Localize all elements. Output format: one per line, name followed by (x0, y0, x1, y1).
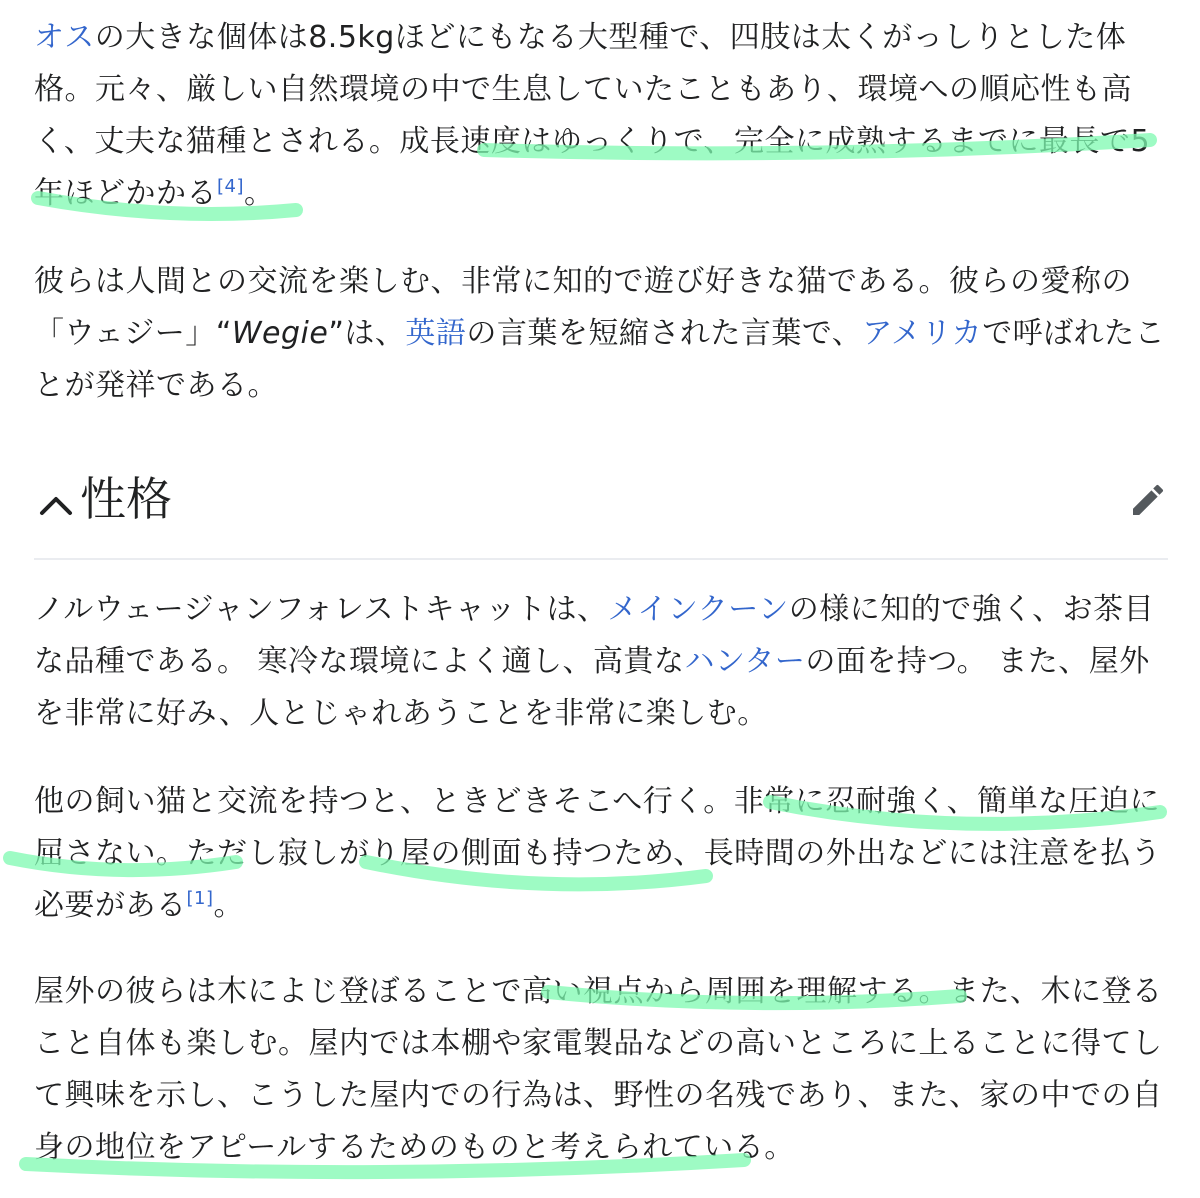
section-heading-personality[interactable] (34, 464, 1168, 560)
link-hunter[interactable]: ハンター (684, 644, 806, 679)
link-osu[interactable]: オス (34, 20, 95, 55)
pencil-icon[interactable] (1128, 480, 1168, 520)
link-america[interactable]: アメリカ (862, 316, 983, 351)
paragraph-text: ノルウェージャンフォレストキャットは、 (34, 592, 608, 627)
paragraph-physique (34, 12, 1174, 220)
paragraph-text: の面を持つ。 また、屋外を非常に好み、人とじゃれあうことを非常に楽しむ。 (34, 644, 1150, 731)
paragraph-text: 他の飼い猫と交流を持つと、ときどきそこへ行く。非常に忍耐強く、簡単な圧迫に屈さない。ただし寂しがり屋の側面も持つため、長時間の外出などには注意を払う必要がある (34, 784, 1162, 923)
paragraph-personality-1 (34, 584, 1174, 740)
paragraph-personality-2 (34, 776, 1174, 932)
paragraph-text: の様に知的で強く、お茶目な品種である。 寒冷な環境によく適し、高貴な (34, 592, 1155, 679)
quote-open: “ (215, 316, 232, 351)
paragraph-wegie (34, 256, 1174, 412)
paragraph-text: で呼ばれたことが発祥である。 (34, 316, 1166, 403)
wegie-term: Wegie (231, 316, 329, 351)
paragraph-text: 屋外の彼らは木によじ登ぼることで高い視点から周囲を理解する。また、木に登ること自体も楽しむ。屋内では本棚や家電製品などの高いところに上ることに得てして興味を示し、こうした屋内での行為は、野性の名残であり、また、家の中での自身の地位をアピールするためのものと考えられている。 (34, 974, 1163, 1165)
chevron-up-icon[interactable] (36, 486, 76, 526)
paragraph-text: は、 (344, 316, 406, 351)
link-eigo[interactable]: 英語 (405, 316, 467, 351)
paragraph-personality-3 (34, 966, 1174, 1174)
section-title: 性格 (80, 472, 172, 526)
paragraph-text: の大きな個体は8.5kgほどにもなる大型種で、四肢は太くがっしりとした体格。元々、厳しい自然環境の中で生息していたこともあり、環境への順応性も高く、丈夫な猫種とされる。成長速度はゆっくりで、完全に成熟するまでに最長で5年ほどかかる (34, 20, 1151, 211)
citation-4[interactable]: [4] (217, 176, 244, 197)
citation-1[interactable]: [1] (186, 888, 214, 909)
link-mainecoon[interactable]: メインクーン (607, 592, 789, 627)
quote-close: ” (328, 316, 345, 351)
paragraph-text: の言葉を短縮された言葉で、 (466, 316, 863, 351)
paragraph-end: 。 (244, 176, 275, 211)
paragraph-text: 彼らは人間との交流を楽しむ、非常に知的で遊び好きな猫である。彼らの愛称の「ウェジー」 (34, 264, 1132, 351)
paragraph-end: 。 (213, 888, 244, 923)
